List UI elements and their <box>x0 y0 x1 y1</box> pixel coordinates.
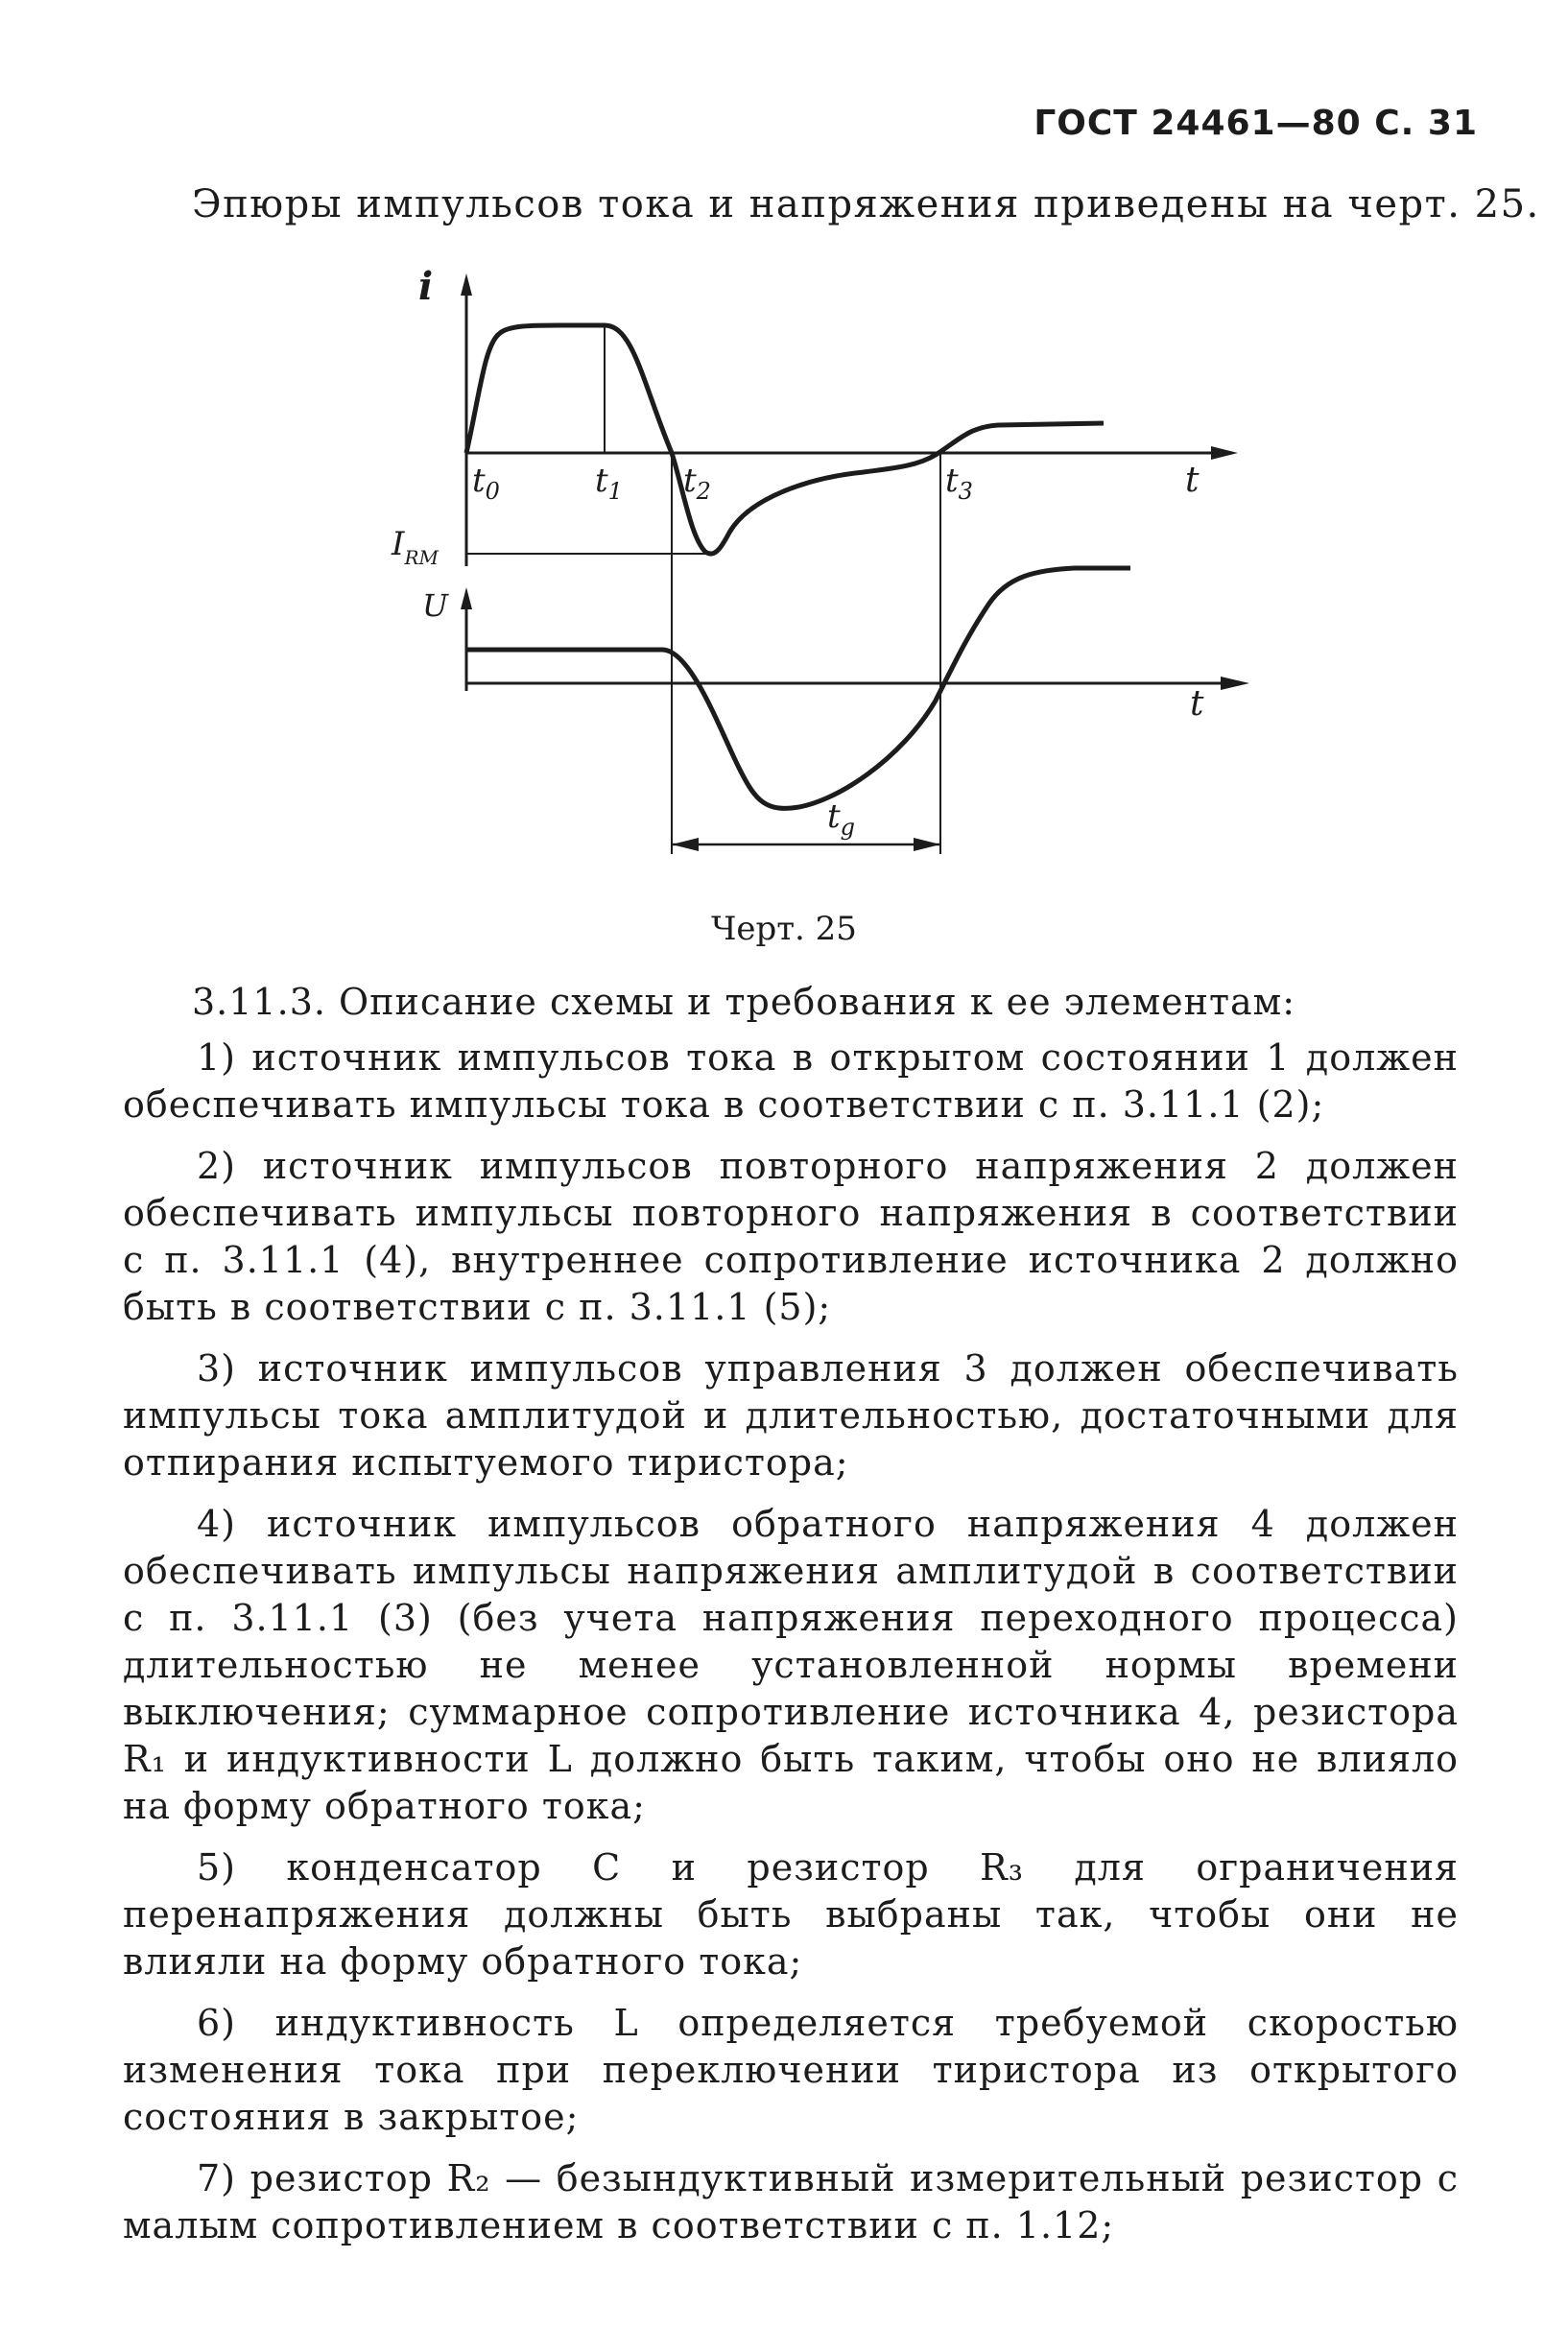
tg-arrow-left <box>672 838 699 851</box>
current-axis-label: i <box>418 264 434 309</box>
time-label-bottom: t <box>1190 684 1204 724</box>
standard-number: ГОСТ 24461—80 <box>1033 104 1362 143</box>
current-waveform <box>466 325 1104 554</box>
time-axis-bottom-arrow <box>1221 677 1249 690</box>
t1-label: $t_1$ <box>595 462 623 505</box>
requirements-list <box>123 1034 1459 2249</box>
voltage-axis-label: U <box>422 587 448 624</box>
tg-label: $t_g$ <box>827 797 856 841</box>
voltage-waveform <box>466 568 1130 808</box>
list-item: 7) резистор R₂ — безындуктивный измерительный резистор с малым сопротивлением в соответствии с п. 1.12; <box>123 2157 1459 2246</box>
list-item: 4) источник импульсов обратного напряжения 4 должен обеспечивать импульсы напряжения амплитудой в соответствии с п. 3.11.1 (3) (без учета напряжения переходного процесса) длительностью не менее установленной нормы времени выключения; суммарное сопротивление источника 4, резистора R₁ и индуктивности L должно быть таким, чтобы оно не влияло на форму обратного тока; <box>123 1503 1459 1827</box>
time-axis-top-arrow <box>1211 446 1238 460</box>
list-item: 1) источник импульсов тока в открытом состоянии 1 должен обеспечивать импульсы тока в соответствии с п. 3.11.1 (2); <box>123 1036 1459 1126</box>
time-label-top: t <box>1185 461 1200 500</box>
tg-arrow-right <box>914 838 940 851</box>
t2-label: $t_2$ <box>683 462 711 505</box>
figure-25-diagram <box>0 0 1568 960</box>
list-item: 2) источник импульсов повторного напряжения 2 должен обеспечивать импульсы повторного напряжения в соответствии с п. 3.11.1 (4), внутреннее сопротивление источника 2 должно быть в соответствии с п. 3.11.1 (5); <box>123 1145 1459 1328</box>
figure-caption: Черт. 25 <box>711 910 857 948</box>
page-number: С. 31 <box>1374 104 1478 143</box>
list-item: 3) источник импульсов управления 3 должен обеспечивать импульсы тока амплитудой и длительностью, достаточными для отпирания испытуемого тиристора; <box>123 1347 1459 1484</box>
current-axis-arrow <box>461 273 472 296</box>
voltage-axis-arrow <box>461 587 472 609</box>
list-item: 6) индуктивность L определяется требуемой скоростью изменения тока при переключении тиристора из открытого состояния в закрытое; <box>123 2002 1459 2138</box>
list-item: 5) конденсатор C и резистор R₃ для ограничения перенапряжения должны быть выбраны так, чтобы они не влияли на форму обратного тока; <box>123 1846 1459 1983</box>
intro-paragraph: Эпюры импульсов тока и напряжения приведены на черт. 25. <box>192 182 1540 226</box>
irm-label: $I_{RM}$ <box>392 525 439 569</box>
t3-label: $t_3$ <box>945 462 973 505</box>
t0-label: $t_0$ <box>472 462 500 505</box>
section-heading: 3.11.3. Описание схемы и требования к ее элементам: <box>192 981 1296 1023</box>
